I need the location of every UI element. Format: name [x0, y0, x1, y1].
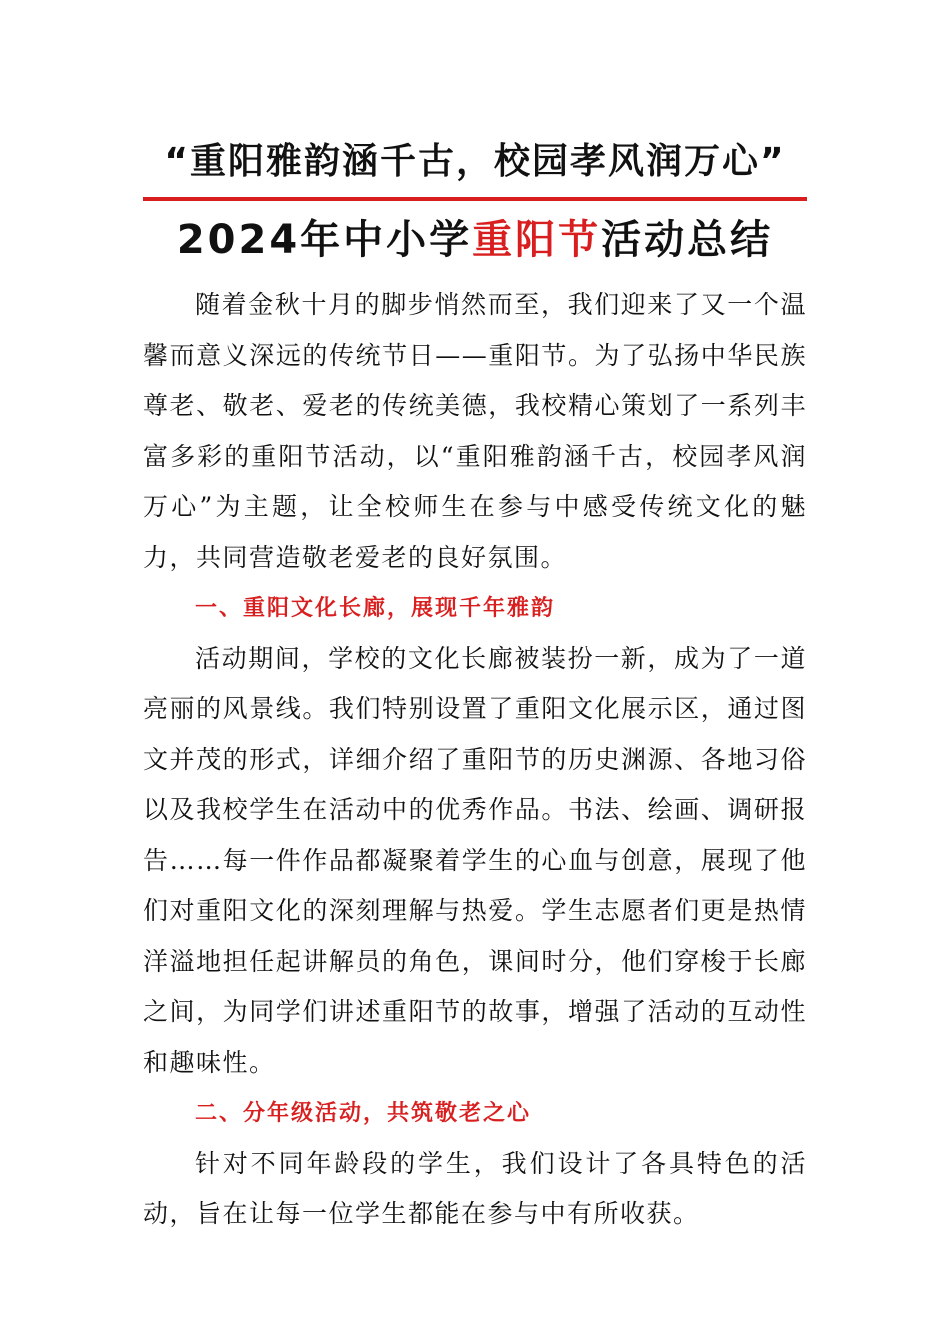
document-title	[0, 210, 950, 270]
title-prefix: 2024年中小学	[176, 217, 473, 263]
section-heading-2: 二、分年级活动，共筑敬老之心	[195, 1100, 532, 1126]
document-subtitle: “重阳雅韵涵千古，校园孝风润万心”	[164, 141, 786, 182]
section-2-paragraph: 针对不同年龄段的学生，我们设计了各具特色的活动，旨在让每一位学生都能在参与中有所收获。	[143, 1148, 807, 1228]
title-suffix: 活动总结	[601, 217, 774, 263]
document-body	[143, 280, 807, 1240]
title-accent: 重阳节	[472, 217, 602, 263]
section-heading-1: 一、重阳文化长廊，展现千年雅韵	[195, 595, 556, 621]
intro-paragraph: 随着金秋十月的脚步悄然而至，我们迎来了又一个温馨而意义深远的传统节日——重阳节。为了弘扬中华民族尊老、敬老、爱老的传统美德，我校精心策划了一系列丰富多彩的重阳节活动，以“重阳雅韵涵千古，校园孝风润万心”为主题，让全校师生在参与中感受传统文化的魅力，共同营造敬老爱老的良好氛围。	[143, 290, 807, 572]
section-1-paragraph: 活动期间，学校的文化长廊被装扮一新，成为了一道亮丽的风景线。我们特别设置了重阳文化展示区，通过图文并茂的形式，详细介绍了重阳节的历史渊源、各地习俗以及我校学生在活动中的优秀作品。书法、绘画、调研报告……每一件作品都凝聚着学生的心血与创意，展现了他们对重阳文化的深刻理解与热爱。学生志愿者们更是热情洋溢地担任起讲解员的角色，课间时分，他们穿梭于长廊之间，为同学们讲述重阳节的故事，增强了活动的互动性和趣味性。	[143, 643, 807, 1077]
red-divider-line	[143, 197, 807, 201]
